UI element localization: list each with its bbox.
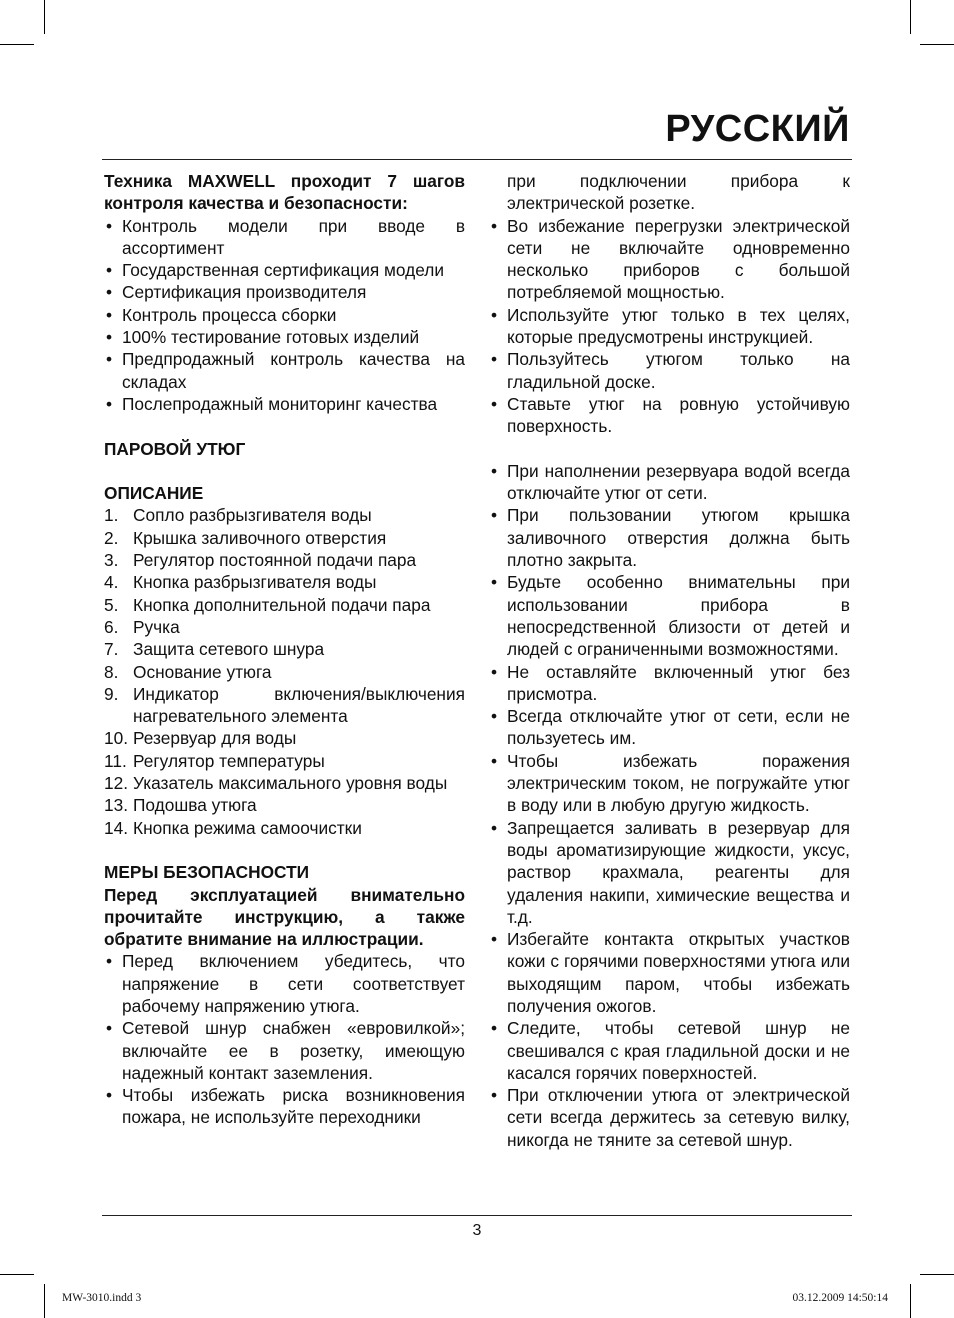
crop-mark	[0, 1274, 34, 1275]
item-text: Сопло разбрызгивателя воды	[133, 505, 372, 526]
item-number: 8.	[104, 661, 119, 682]
safety-heading: МЕРЫ БЕЗОПАСНОСТИ	[104, 862, 310, 883]
item-number: 13.	[104, 795, 129, 816]
parts-list-item	[104, 750, 465, 772]
quality-intro: Техника MAXWELL проходит 7 шагов контроля качества и безопасности:	[104, 171, 465, 214]
parts-list-item	[104, 571, 465, 593]
parts-list-item	[104, 504, 465, 526]
item-number: 6.	[104, 616, 119, 637]
item-number: 14.	[104, 817, 129, 838]
item-number: 4.	[104, 572, 119, 593]
item-number: 2.	[104, 527, 119, 548]
item-text: Индикатор включения/выключения нагревательного элемента	[133, 683, 465, 727]
list-item: • Сертификация производителя	[104, 281, 465, 303]
description-heading: ОПИСАНИЕ	[104, 483, 204, 504]
item-number: 9.	[104, 683, 119, 704]
item-number: 7.	[104, 639, 119, 660]
parts-list-item	[104, 638, 465, 660]
list-item: • Всегда отключайте утюг от сети, если не пользуетесь им.	[489, 705, 850, 750]
list-item: • Чтобы избежать поражения электрическим током, не погружайте утюг в воду или в любую другую жидкость.	[489, 750, 850, 817]
item-text: Кнопка разбрызгивателя воды	[133, 572, 377, 593]
parts-list-item	[104, 794, 465, 816]
footer-rule	[102, 1215, 852, 1216]
parts-list	[104, 504, 465, 838]
list-item: • Запрещается заливать в резервуар для воды ароматизирующие жидкости, уксус, раствор крахмала, реагенты для удаления накипи, химические вещества и т.д.	[489, 817, 850, 928]
parts-list-item	[104, 616, 465, 638]
page-title: РУССКИЙ	[665, 108, 850, 150]
item-number: 3.	[104, 550, 119, 571]
safety-list	[104, 950, 465, 1128]
list-item: • При пользовании утюгом крышка заливочного отверстия должна быть плотно закрыта.	[489, 504, 850, 571]
crop-mark	[910, 1284, 911, 1318]
list-item: • Предпродажный контроль качества на складах	[104, 348, 465, 393]
item-text: Регулятор постоянной подачи пара	[133, 550, 417, 571]
safety-list-continued	[489, 215, 850, 438]
list-item: • Будьте особенно внимательны при использовании прибора в непосредственной близости от детей и людей с ограниченными возможностями.	[489, 571, 850, 660]
item-text: Крышка заливочного отверстия	[133, 527, 387, 548]
safety-intro: Перед эксплуатацией внимательно прочитайте инструкцию, а также обратите внимание на иллюстрации.	[104, 884, 465, 950]
item-number: 11.	[104, 750, 127, 771]
product-heading: ПАРОВОЙ УТЮГ	[104, 438, 246, 459]
item-text: Регулятор температуры	[133, 750, 325, 771]
continuation-text: при подключении прибора к электрической розетке.	[507, 171, 850, 214]
list-item: • Государственная сертификация модели	[104, 259, 465, 281]
crop-mark	[910, 0, 911, 34]
safety-list-usage	[489, 460, 850, 1151]
list-item: • Сетевой шнур снабжен «евровилкой»; включайте ее в розетку, имеющую надежный контакт заземления.	[104, 1017, 465, 1084]
slug-filename: MW-3010.indd 3	[62, 1292, 142, 1304]
parts-list-item	[104, 594, 465, 616]
quality-steps-list	[104, 215, 465, 416]
item-text: Указатель максимального уровня воды	[133, 773, 448, 794]
item-text: Кнопка дополнительной подачи пара	[133, 594, 431, 615]
list-item: • Избегайте контакта открытых участков кожи с горячими поверхностями утюга или выходящим паром, чтобы избежать получения ожогов.	[489, 928, 850, 1017]
list-item: • Послепродажный мониторинг качества	[104, 393, 465, 415]
list-item: • Используйте утюг только в тех целях, которые предусмотрены инструкцией.	[489, 304, 850, 349]
parts-list-item	[104, 772, 465, 794]
list-item: • Во избежание перегрузки электрической сети не включайте одновременно несколько приборов с большой потребляемой мощностью.	[489, 215, 850, 304]
parts-list-item	[104, 683, 465, 728]
crop-mark	[0, 44, 34, 45]
parts-list-item	[104, 549, 465, 571]
item-number: 1.	[104, 505, 119, 526]
right-column	[489, 170, 850, 1151]
item-text: Основание утюга	[133, 661, 272, 682]
item-text: Защита сетевого шнура	[133, 639, 325, 660]
crop-mark	[920, 1274, 954, 1275]
list-item: • При наполнении резервуара водой всегда отключайте утюг от сети.	[489, 460, 850, 505]
parts-list-item	[104, 727, 465, 749]
item-number: 10.	[104, 728, 129, 749]
header-rule	[102, 159, 852, 160]
item-text: Ручка	[133, 616, 180, 637]
crop-mark	[44, 1284, 45, 1318]
item-text: Резервуар для воды	[133, 728, 297, 749]
crop-mark	[44, 0, 45, 34]
parts-list-item	[104, 817, 465, 839]
list-item: • При отключении утюга от электрической сети всегда держитесь за сетевую вилку, никогда не тяните за сетевой шнур.	[489, 1084, 850, 1151]
list-item: • Перед включением убедитесь, что напряжение в сети соответствует рабочему напряжению утюга.	[104, 950, 465, 1017]
crop-mark	[920, 44, 954, 45]
slug-datetime: 03.12.2009 14:50:14	[792, 1292, 888, 1304]
item-text: Подошва утюга	[133, 795, 257, 816]
item-number: 12.	[104, 773, 129, 794]
list-item: • Контроль процесса сборки	[104, 304, 465, 326]
list-item: • Пользуйтесь утюгом только на гладильной доске.	[489, 348, 850, 393]
list-item: • Не оставляйте включенный утюг без присмотра.	[489, 661, 850, 706]
item-text: Кнопка режима самоочистки	[133, 817, 362, 838]
parts-list-item	[104, 661, 465, 683]
item-number: 5.	[104, 594, 119, 615]
list-item: • Контроль модели при вводе в ассортимент	[104, 215, 465, 260]
parts-list-item	[104, 527, 465, 549]
list-item: • Ставьте утюг на ровную устойчивую поверхность.	[489, 393, 850, 438]
list-item: • Следите, чтобы сетевой шнур не свешивался с края гладильной доски и не касался горячих поверхностей.	[489, 1017, 850, 1084]
list-item: • 100% тестирование готовых изделий	[104, 326, 465, 348]
page-number: 3	[472, 1222, 482, 1239]
list-item: • Чтобы избежать риска возникновения пожара, не используйте переходники	[104, 1084, 465, 1129]
left-column	[104, 170, 465, 1129]
